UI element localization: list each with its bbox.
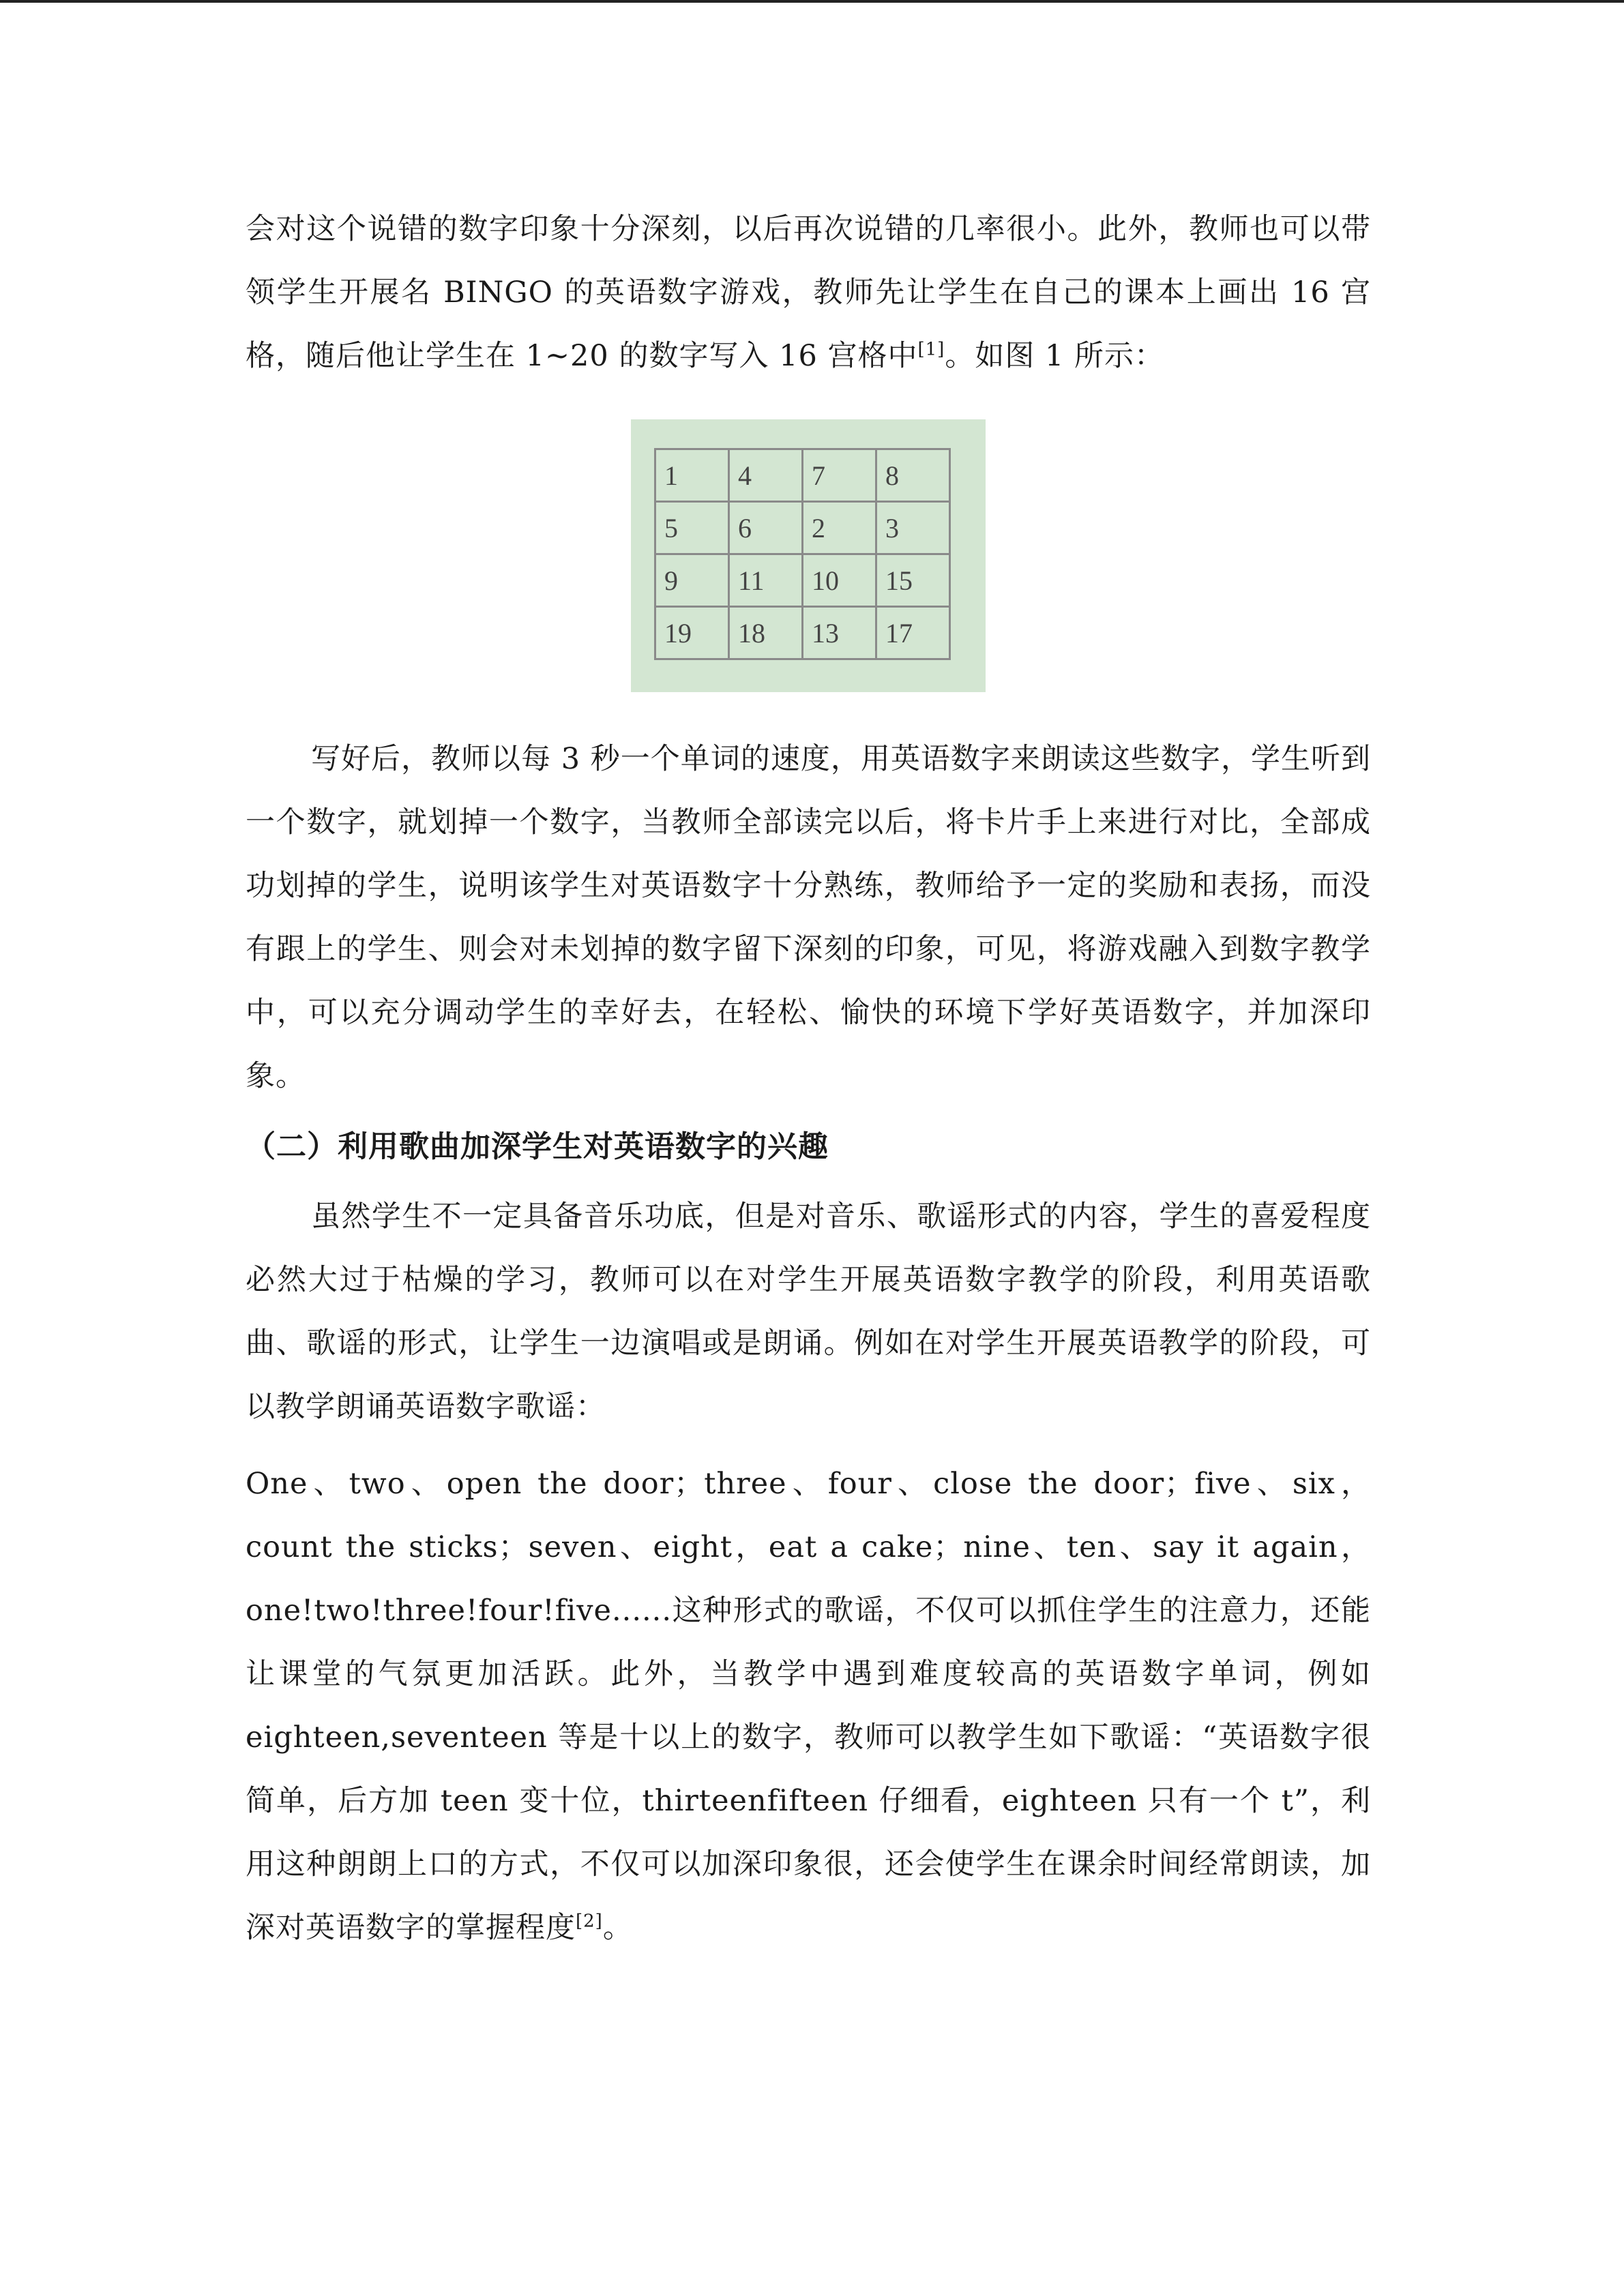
bingo-cell: 7: [803, 449, 876, 502]
bingo-cell: 3: [876, 502, 950, 554]
paragraph-bingo-intro: [246, 198, 1371, 388]
bingo-row: [655, 449, 950, 502]
bingo-cell: 5: [655, 502, 729, 554]
bingo-row: [655, 554, 950, 607]
bingo-grid-body: [655, 449, 950, 659]
citation-ref-2: [2]: [576, 1911, 603, 1932]
section-heading: （二）利用歌曲加深学生对英语数字的兴趣: [246, 1129, 829, 1164]
paragraph-game-description: 写好后，教师以每 3 秒一个单词的速度，用英语数字来朗读这些数字，学生听到一个数字，就划掉一个数字，当教师全部读完以后，将卡片手上来进行对比，全部成功划掉的学生，说明该学生对英语数字十分熟练，教师给予一定的奖励和表扬，而没有跟上的学生、则会对未划掉的数字留下深刻的印象，可见，将游戏融入到数字教学中，可以充分调动学生的幸好去，在轻松、愉快的环境下学好英语数字，并加深印象。: [246, 742, 1371, 1093]
bingo-row: [655, 502, 950, 554]
bingo-cell: 13: [803, 607, 876, 659]
paragraph-text: One、two、open the door；three、four、close the door；five、six，count the sticks；seven、eight，eat a cake；nine、ten、say it again，one!two!three!four!five......这种形式的歌谣，不仅可以抓住学生的注意力，还能让课堂的气氛更加活跃。此外，当教学中遇到难度较高的英语数字单词，例如 eighteen,seventeen 等是十以上的数字，教师可以教学生如下歌谣：“英语数字很简单，后方加 teen 变十位，thirteenfifteen 仔细看，eighteen 只有一个 t”，利用这种朗朗上口的方式，不仅可以加深印象很，还会使学生在课余时间经常朗读，加深对英语数字的掌握程度: [246, 1467, 1371, 1945]
bingo-cell: 1: [655, 449, 729, 502]
paragraph-song-lyrics: [246, 1452, 1371, 1960]
bingo-grid-table: [654, 448, 951, 660]
bingo-cell: 11: [729, 554, 803, 607]
bingo-cell: 17: [876, 607, 950, 659]
paragraph-song-intro: 虽然学生不一定具备音乐功底，但是对音乐、歌谣形式的内容，学生的喜爱程度必然大过于枯燥的学习，教师可以在对学生开展英语数字教学的阶段，利用英语歌曲、歌谣的形式，让学生一边演唱或是朗诵。例如在对学生开展英语教学的阶段，可以教学朗诵英语数字歌谣：: [246, 1199, 1371, 1424]
bingo-cell: 8: [876, 449, 950, 502]
bingo-cell: 18: [729, 607, 803, 659]
paragraph-tail: 。: [602, 1911, 633, 1945]
bingo-cell: 10: [803, 554, 876, 607]
paragraph-spacer: [246, 1439, 1371, 1452]
paragraph-tail: 。如图 1 所示：: [945, 339, 1165, 373]
bingo-row: [655, 607, 950, 659]
bingo-cell: 4: [729, 449, 803, 502]
paragraph-text: 会对这个说错的数字印象十分深刻，以后再次说错的几率很小。此外，教师也可以带领学生开展名 BINGO 的英语数字游戏，教师先让学生在自己的课本上画出 16 宫格，随后他让学生在 1~20 的数字写入 16 宫格中: [246, 212, 1371, 373]
bingo-figure: [631, 419, 986, 692]
citation-ref-1: [1]: [917, 339, 945, 360]
bingo-cell: 6: [729, 502, 803, 554]
bingo-cell: 19: [655, 607, 729, 659]
page-top-rule: [0, 0, 1624, 3]
document-page: [246, 198, 1371, 1960]
bingo-cell: 2: [803, 502, 876, 554]
bingo-cell: 15: [876, 554, 950, 607]
bingo-cell: 9: [655, 554, 729, 607]
